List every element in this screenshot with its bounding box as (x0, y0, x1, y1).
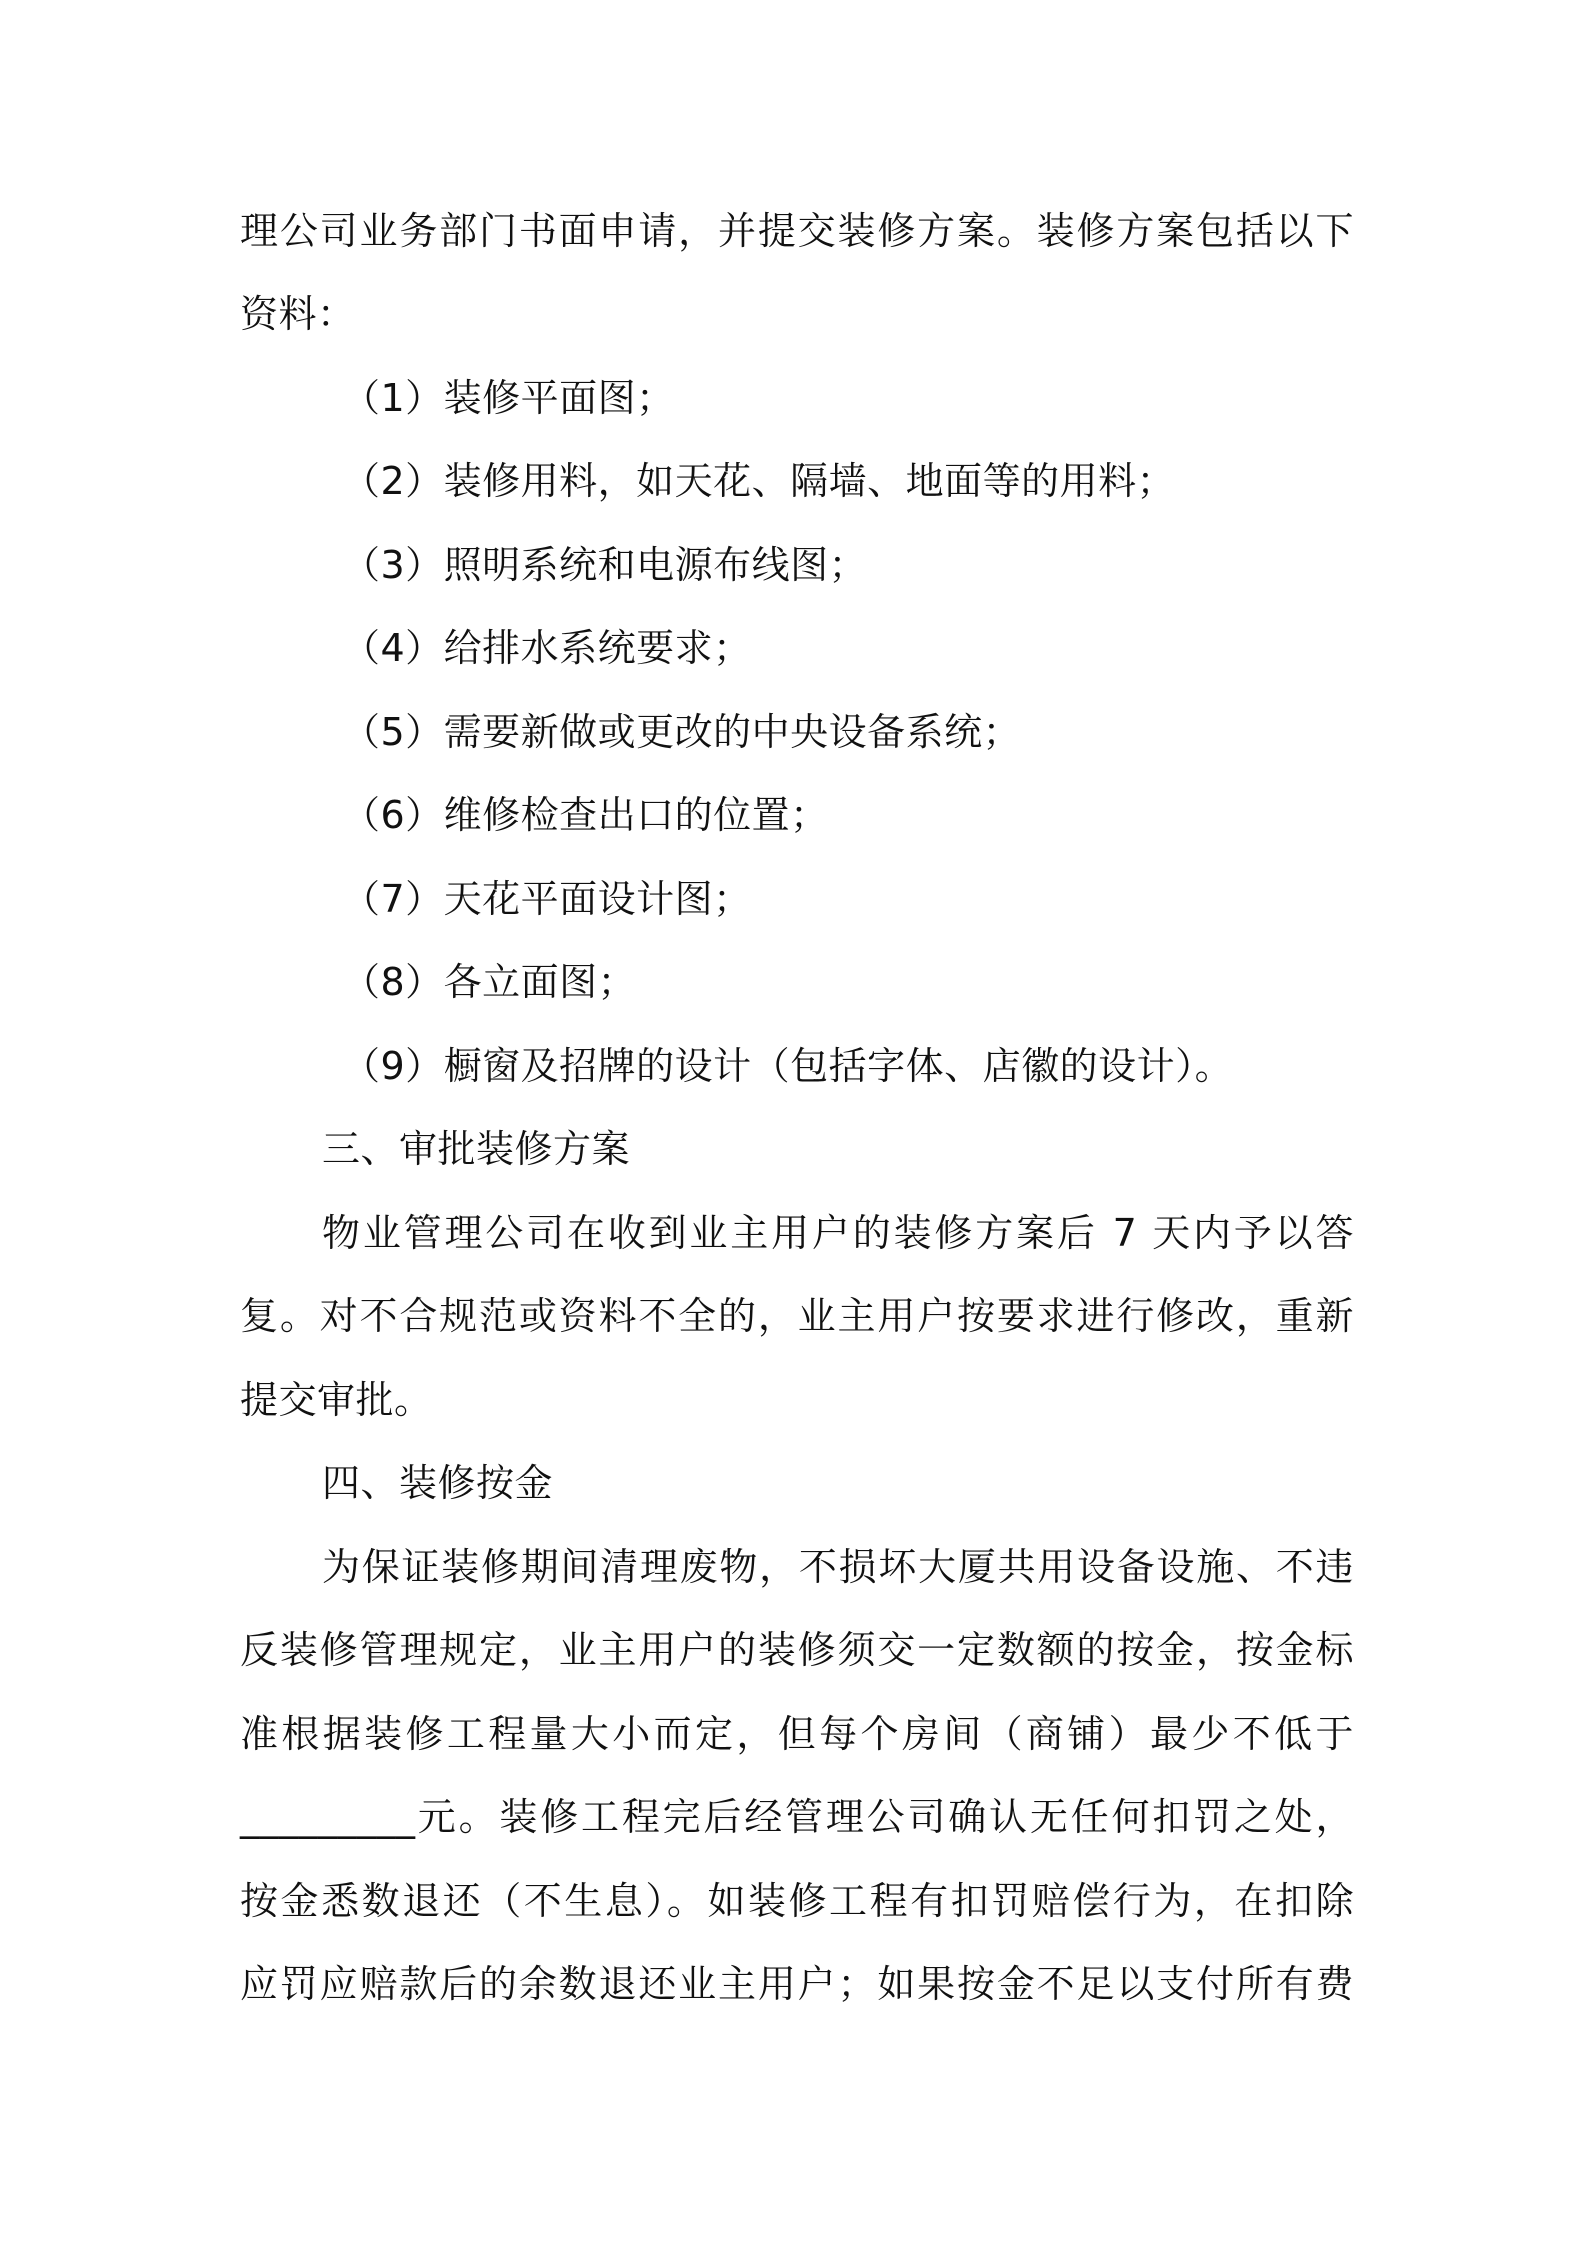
paragraph-line: 物业管理公司在收到业主用户的装修方案后 7 天内予以答 (322, 1211, 1354, 1255)
paragraph-line: 准根据装修工程量大小而定，但每个房间（商铺）最少不低于 (240, 1712, 1354, 1756)
list-item: （3）照明系统和电源布线图； (342, 543, 868, 587)
intro-line-2: 资料： (240, 292, 356, 336)
paragraph-line: 复。对不合规范或资料不全的，业主用户按要求进行修改，重新 (240, 1294, 1354, 1338)
list-item: （2）装修用料，如天花、隔墙、地面等的用料； (342, 459, 1176, 503)
paragraph-line: 按金悉数退还（不生息）。如装修工程有扣罚赔偿行为，在扣除 (240, 1879, 1354, 1923)
list-item: （6）维修检查出口的位置； (342, 793, 829, 837)
list-item: （1）装修平面图； (342, 376, 675, 420)
list-item: （7）天花平面设计图； (342, 877, 752, 921)
paragraph-line: _________元。装修工程完后经管理公司确认无任何扣罚之处， (240, 1795, 1354, 1839)
paragraph-line: 为保证装修期间清理废物，不损坏大厦共用设备设施、不违 (322, 1545, 1354, 1589)
list-item: （8）各立面图； (342, 960, 637, 1004)
list-item: （9）橱窗及招牌的设计（包括字体、店徽的设计）。 (342, 1044, 1234, 1088)
paragraph-line: 应罚应赔款后的余数退还业主用户；如果按金不足以支付所有费 (240, 1962, 1354, 2006)
section-heading: 三、审批装修方案 (322, 1127, 631, 1171)
intro-line-1: 理公司业务部门书面申请，并提交装修方案。装修方案包括以下 (240, 209, 1354, 253)
paragraph-line: 反装修管理规定，业主用户的装修须交一定数额的按金，按金标 (240, 1628, 1354, 1672)
list-item: （4）给排水系统要求； (342, 626, 752, 670)
list-item: （5）需要新做或更改的中央设备系统； (342, 710, 1022, 754)
paragraph-line: 提交审批。 (240, 1378, 433, 1422)
section-heading: 四、装修按金 (322, 1461, 554, 1505)
